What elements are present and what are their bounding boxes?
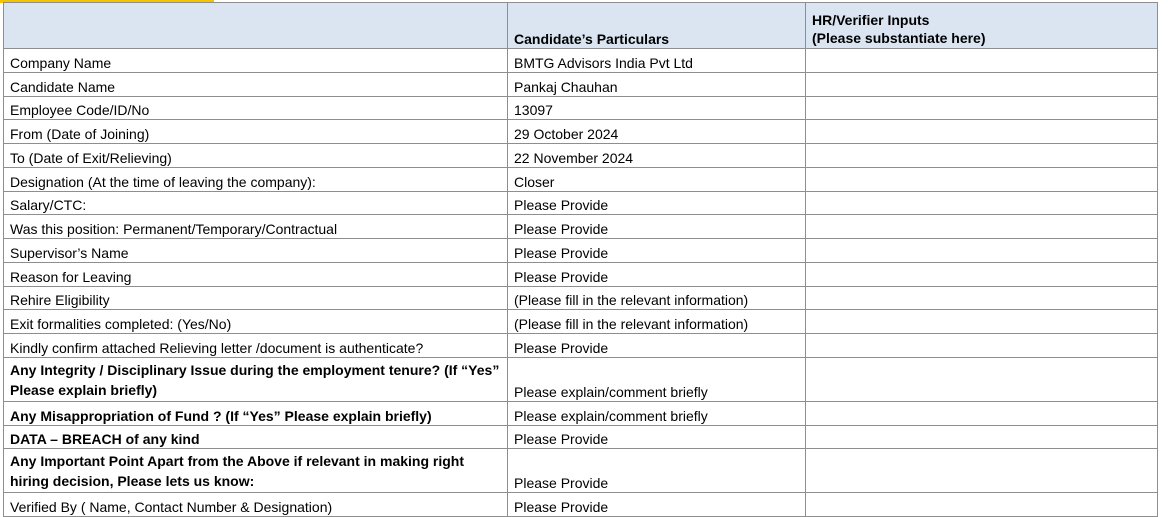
header-hr-verifier-line1: HR/Verifier Inputs (812, 12, 930, 28)
hr-input-cell[interactable] (806, 334, 1158, 358)
row-value: Please explain/comment briefly (508, 357, 806, 401)
row-value: Please explain/comment briefly (508, 401, 806, 425)
row-value: Please Provide (508, 449, 806, 493)
row-label: Was this position: Permanent/Temporary/Contractual (4, 215, 508, 239)
row-label: Any Misappropriation of Fund ? (If “Yes” Please explain briefly) (4, 401, 508, 425)
row-value: Please Provide (508, 239, 806, 263)
hr-input-cell[interactable] (806, 167, 1158, 191)
row-value: Please Provide (508, 215, 806, 239)
table-row (4, 425, 1158, 449)
row-label: Company Name (4, 49, 508, 73)
row-label: Salary/CTC: (4, 191, 508, 215)
hr-input-cell[interactable] (806, 310, 1158, 334)
row-value: Closer (508, 167, 806, 191)
hr-input-cell[interactable] (806, 120, 1158, 144)
row-label-text: Any Important Point Apart from the Above if relevant in making right hiring decision, Please lets us know: (10, 453, 465, 490)
table-row (4, 286, 1158, 310)
row-label: DATA – BREACH of any kind (4, 425, 508, 449)
row-value: BMTG Advisors India Pvt Ltd (508, 49, 806, 73)
table-row (4, 49, 1158, 73)
header-hr-verifier-line2: (Please substantiate here) (812, 30, 986, 46)
header-candidate-particulars: Candidate’s Particulars (508, 3, 806, 49)
hr-input-cell[interactable] (806, 401, 1158, 425)
row-label (4, 449, 508, 493)
table-row (4, 334, 1158, 358)
row-label: Candidate Name (4, 72, 508, 96)
table-row (4, 167, 1158, 191)
header-cell-empty (4, 3, 508, 49)
row-label: Reason for Leaving (4, 262, 508, 286)
row-value: Please Provide (508, 191, 806, 215)
table-row (4, 310, 1158, 334)
table-row (4, 215, 1158, 239)
row-label: From (Date of Joining) (4, 120, 508, 144)
row-label: Exit formalities completed: (Yes/No) (4, 310, 508, 334)
row-value: Please Provide (508, 262, 806, 286)
table-row (4, 449, 1158, 493)
hr-input-cell[interactable] (806, 215, 1158, 239)
table-row (4, 239, 1158, 263)
table-row (4, 144, 1158, 168)
row-label: Rehire Eligibility (4, 286, 508, 310)
hr-input-cell[interactable] (806, 144, 1158, 168)
hr-input-cell[interactable] (806, 262, 1158, 286)
hr-input-cell[interactable] (806, 191, 1158, 215)
table-row (4, 493, 1158, 517)
row-label-text: Any Integrity / Disciplinary Issue during the employment tenure? (If “Yes” Please explain briefly) (10, 361, 500, 398)
row-label: Supervisor’s Name (4, 239, 508, 263)
hr-input-cell[interactable] (806, 357, 1158, 401)
hr-input-cell[interactable] (806, 49, 1158, 73)
hr-input-cell[interactable] (806, 493, 1158, 517)
hr-input-cell[interactable] (806, 286, 1158, 310)
table-row (4, 96, 1158, 120)
table-row (4, 357, 1158, 401)
row-label: Kindly confirm attached Relieving letter /document is authenticate? (4, 334, 508, 358)
row-value: 22 November 2024 (508, 144, 806, 168)
hr-input-cell[interactable] (806, 96, 1158, 120)
row-value: (Please fill in the relevant information) (508, 286, 806, 310)
row-label: Designation (At the time of leaving the company): (4, 167, 508, 191)
hr-input-cell[interactable] (806, 72, 1158, 96)
row-value: Please Provide (508, 493, 806, 517)
row-label (4, 357, 508, 401)
table-row (4, 262, 1158, 286)
header-hr-verifier-inputs (806, 3, 1158, 49)
row-label: Employee Code/ID/No (4, 96, 508, 120)
row-label: To (Date of Exit/Relieving) (4, 144, 508, 168)
verification-table (3, 2, 1158, 517)
row-value: Pankaj Chauhan (508, 72, 806, 96)
row-value: Please Provide (508, 334, 806, 358)
row-value: 29 October 2024 (508, 120, 806, 144)
table-row (4, 401, 1158, 425)
table-row (4, 72, 1158, 96)
table-row (4, 191, 1158, 215)
hr-input-cell[interactable] (806, 449, 1158, 493)
row-value: Please Provide (508, 425, 806, 449)
row-label: Verified By ( Name, Contact Number & Designation) (4, 493, 508, 517)
row-value: 13097 (508, 96, 806, 120)
hr-input-cell[interactable] (806, 425, 1158, 449)
row-value: (Please fill in the relevant information) (508, 310, 806, 334)
table-row (4, 120, 1158, 144)
table-header-row (4, 3, 1158, 49)
hr-input-cell[interactable] (806, 239, 1158, 263)
